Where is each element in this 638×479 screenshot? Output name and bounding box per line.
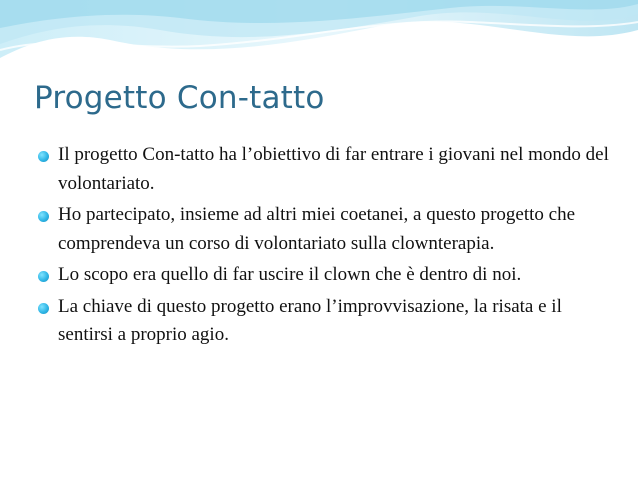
bullet-text: La chiave di questo progetto erano l’improvvisazione, la risata e il sentirsi a proprio agio. (58, 295, 562, 345)
bullet-dot-icon (38, 271, 49, 282)
bullet-text: Lo scopo era quello di far uscire il clown che è dentro di noi. (58, 264, 522, 285)
bullet-dot-icon (38, 211, 49, 222)
bullet-item (40, 141, 610, 198)
bullet-item (40, 261, 610, 290)
bullet-dot-icon (38, 303, 49, 314)
bullet-list (40, 141, 610, 353)
slide-title: Progetto Con-tatto (34, 80, 325, 116)
bullet-item (40, 293, 610, 350)
bullet-text: Ho partecipato, insieme ad altri miei coetanei, a questo progetto che comprendeva un corso di volontariato sulla clownterapia. (58, 204, 576, 254)
bullet-item (40, 201, 610, 258)
bullet-dot-icon (38, 151, 49, 162)
header-wave-decoration (0, 0, 638, 70)
bullet-text: Il progetto Con-tatto ha l’obiettivo di far entrare i giovani nel mondo del volontariato. (58, 144, 609, 194)
